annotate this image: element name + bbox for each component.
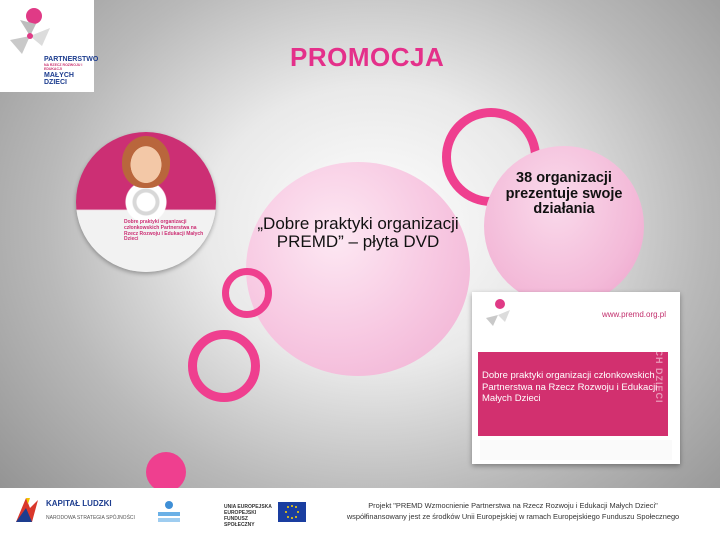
decorative-dot: [146, 452, 186, 492]
project-line-1: Projekt "PREMD Wzmocnienie Partnerstwa na Rzecz Rozwoju i Edukacji Małych Dzieci": [368, 501, 658, 510]
pinwheel-icon: [482, 298, 512, 328]
project-note: [312, 500, 714, 523]
eu-flag-icon: [278, 502, 306, 522]
organizations-caption: 38 organizacji prezentuje swoje działania: [505, 170, 623, 218]
logo-line-1: PARTNERSTWO: [44, 56, 99, 63]
decorative-ring-small: [222, 268, 272, 318]
kapital-ludzki-logo-icon: [12, 494, 42, 526]
dvd-caption: „Dobre praktyki organizacji PREMD” – płyta DVD: [257, 214, 459, 251]
logo-line-3: MAŁYCH DZIECI: [44, 72, 74, 86]
kapital-ludzki-sub: NARODOWA STRATEGIA SPÓJNOŚCI: [46, 515, 135, 521]
partnership-logo: [0, 0, 99, 92]
booklet-side-text: MAŁYCH DZIECI: [654, 320, 664, 404]
dvd-disc-image: [76, 132, 216, 272]
project-line-2: współfinansowany jest ze środków Unii Europejskiej w ramach Europejskiego Funduszu Społecznego: [346, 512, 680, 522]
logo-line-2: NA RZECZ ROZWOJU I EDUKACJI: [44, 63, 83, 71]
dvd-caption-circle: [246, 162, 470, 376]
dvd-cover-text: Dobre praktyki organizacji członkowskich Partnerstwa na Rzecz Rozwoju i Edukacji Małych Dzieci: [124, 219, 204, 243]
booklet-cover-image: [472, 292, 680, 464]
kapital-ludzki-label: KAPITAŁ LUDZKI: [46, 499, 112, 508]
pinwheel-icon: [2, 6, 52, 62]
booklet-url: www.premd.org.pl: [602, 310, 667, 319]
booklet-title: Dobre praktyki organizacji członkowskich Partnerstwa na Rzecz Rozwoju i Edukacji Małych Dzieci: [482, 370, 658, 405]
slide-title: PROMOCJA: [290, 42, 445, 72]
child-photo: [122, 136, 170, 188]
partnership-small-logo-icon: [154, 500, 184, 526]
eu-label: UNIA EUROPEJSKA EUROPEJSKI FUNDUSZ SPOŁECZNY: [224, 504, 272, 528]
decorative-ring-medium: [188, 330, 260, 402]
booklet-footer-logos: [480, 440, 672, 460]
